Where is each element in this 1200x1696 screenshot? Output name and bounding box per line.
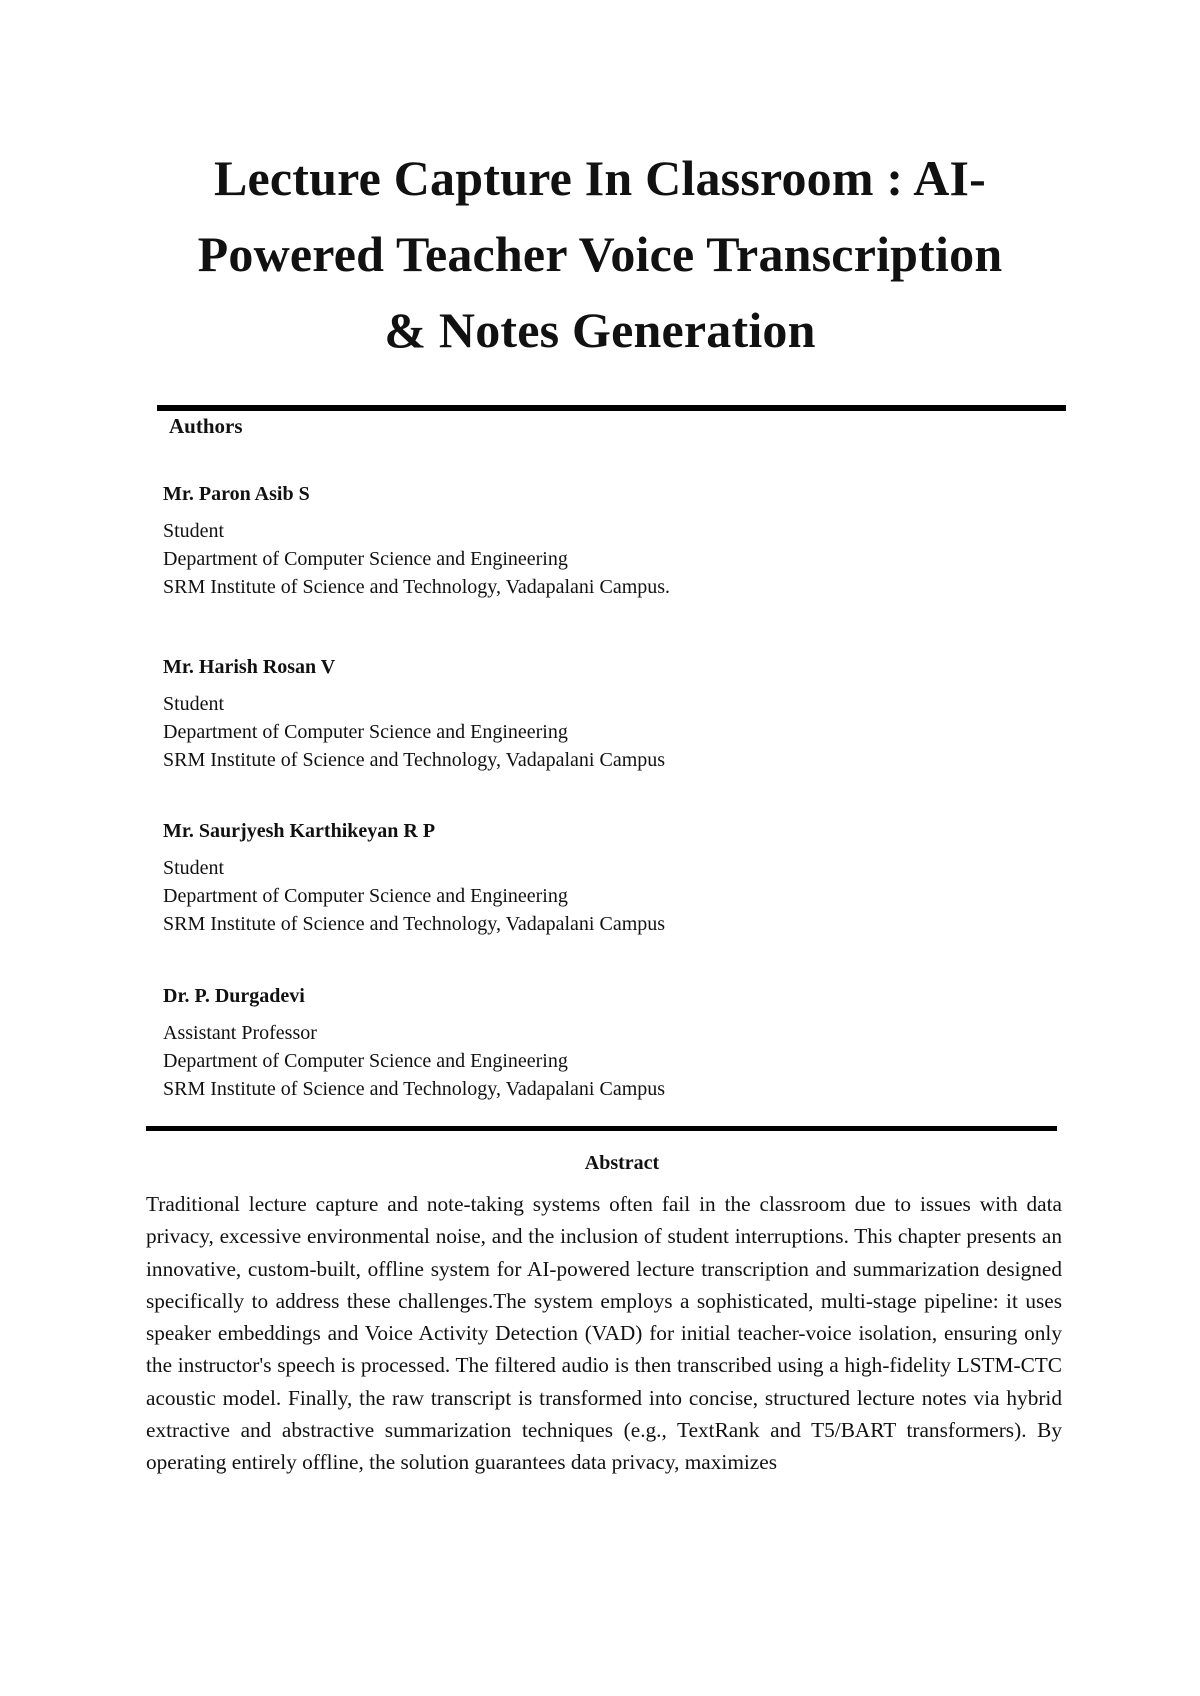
author-department: Department of Computer Science and Engineering [163, 721, 568, 743]
author-department: Department of Computer Science and Engineering [163, 1050, 568, 1072]
author-institution: SRM Institute of Science and Technology, Vadapalani Campus. [163, 576, 671, 598]
author-role: Student [163, 693, 225, 715]
author-block [163, 481, 963, 601]
author-department: Department of Computer Science and Engineering [163, 548, 568, 570]
title-line: Lecture Capture In Classroom : AI- [213, 150, 987, 206]
abstract-body: Traditional lecture capture and note-taking systems often fail in the classroom due to issues with data privacy, excessive environmental noise, and the inclusion of student interruptions. This chapter presents an innovative, custom-built, offline system for AI-powered lecture transcription and summarization designed specifically to address these challenges.The system employs a sophisticated, multi-stage pipeline: it uses speaker embeddings and Voice Activity Detection (VAD) for initial teacher-voice isolation, ensuring only the instructor's speech is processed. The filtered audio is then transcribed using a high-fidelity LSTM-CTC acoustic model. Finally, the raw transcript is transformed into concise, structured lecture notes via hybrid extractive and abstractive summarization techniques (e.g., TextRank and T5/BART transformers). By operating entirely offline, the solution guarantees data privacy, maximizes [146, 1192, 1062, 1475]
author-department: Department of Computer Science and Engineering [163, 885, 568, 907]
author-name: Mr. Saurjyesh Karthikeyan R P [163, 820, 436, 842]
author-institution: SRM Institute of Science and Technology, Vadapalani Campus [163, 749, 666, 771]
abstract-heading: Abstract [584, 1152, 660, 1174]
author-role: Assistant Professor [163, 1022, 317, 1044]
author-block [163, 983, 963, 1103]
title-line: Powered Teacher Voice Transcription [197, 226, 1003, 282]
authors-heading: Authors [169, 414, 243, 438]
author-block [163, 654, 963, 774]
author-institution: SRM Institute of Science and Technology, Vadapalani Campus [163, 1078, 666, 1100]
author-role: Student [163, 857, 225, 879]
author-name: Mr. Paron Asib S [163, 483, 310, 505]
author-name: Mr. Harish Rosan V [163, 656, 336, 678]
author-block [163, 818, 963, 938]
title-line: & Notes Generation [384, 302, 816, 358]
top-divider [157, 405, 1066, 411]
author-role: Student [163, 520, 225, 542]
bottom-divider [146, 1126, 1057, 1131]
author-institution: SRM Institute of Science and Technology, Vadapalani Campus [163, 913, 666, 935]
paper-title [120, 140, 1080, 368]
author-name: Dr. P. Durgadevi [163, 985, 305, 1007]
